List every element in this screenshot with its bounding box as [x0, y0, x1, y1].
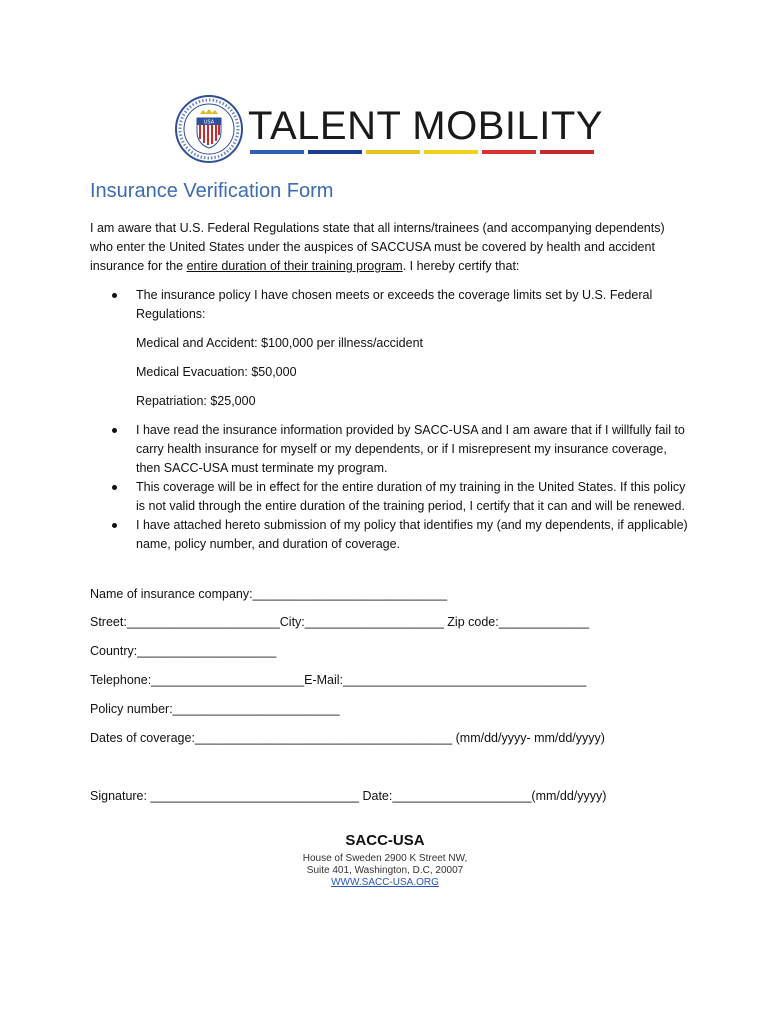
brand-bar-segment — [482, 150, 536, 154]
bullet-text: I have attached hereto submission of my policy that identifies my (and my dependents, if applicable) name, policy number, and duration of coverage. — [136, 518, 688, 551]
bullet-icon — [112, 293, 117, 298]
insurance-company-field[interactable]: Name of insurance company:____________________________ — [90, 587, 448, 601]
list-item — [90, 478, 690, 516]
list-item — [90, 516, 690, 554]
country-field[interactable]: Country:____________________ — [90, 644, 277, 658]
footer-website-row — [0, 877, 770, 889]
intro-text-end: . I hereby certify that: — [402, 259, 520, 273]
brand-title: TALENT MOBILITY — [248, 104, 603, 148]
brand-bar-segment — [540, 150, 594, 154]
bullet-icon — [112, 428, 117, 433]
coverage-limit-evacuation: Medical Evacuation: $50,000 — [136, 365, 297, 379]
sacc-seal-logo — [174, 94, 244, 164]
website-link[interactable]: WWW.SACC-USA.ORG — [331, 877, 439, 888]
footer-org-name: SACC-USA — [345, 832, 425, 849]
bullet-icon — [112, 485, 117, 490]
brand-color-bar — [250, 150, 594, 154]
seal-text: USA — [203, 119, 215, 126]
policy-number-field[interactable]: Policy number:________________________ — [90, 702, 340, 716]
signature-date-row[interactable]: Signature: ______________________________ Date:____________________(mm/dd/yyyy) — [90, 789, 607, 803]
intro-text: I am aware that U.S. Federal Regulations state that all interns/trainees (and accompanying dependents) who enter the United States under the auspices of SACCUSA must be covered by health and accident insurance for the — [90, 221, 665, 273]
list-item — [90, 421, 690, 478]
bullet-text: The insurance policy I have chosen meets or exceeds the coverage limits set by U.S. Federal Regulations: — [136, 288, 653, 321]
address-field-row[interactable]: Street:______________________City:____________________ Zip code:_____________ — [90, 615, 590, 629]
coverage-limit-repatriation: Repatriation: $25,000 — [136, 394, 256, 408]
footer-address-line1: House of Sweden 2900 K Street NW, — [302, 853, 468, 864]
bullet-icon — [112, 523, 117, 528]
brand-bar-segment — [366, 150, 420, 154]
list-item — [90, 286, 690, 411]
bullet-text: I have read the insurance information provided by SACC-USA and I am aware that if I willfully fail to carry health insurance for myself or my dependents, or if I misrepresent my insurance coverage, then SACC-USA must terminate my program. — [136, 423, 685, 475]
coverage-limit-medical: Medical and Accident: $100,000 per illness/accident — [136, 336, 423, 350]
bullet-text: This coverage will be in effect for the entire duration of my training in the United States. If this policy is not valid through the entire duration of the training period, I certify that it can and will be renewed. — [136, 480, 686, 513]
brand-bar-segment — [424, 150, 478, 154]
intro-paragraph — [90, 219, 690, 276]
form-title: Insurance Verification Form — [90, 180, 334, 202]
brand-bar-segment — [308, 150, 362, 154]
certification-list — [90, 286, 690, 554]
footer-address-line2: Suite 401, Washington, D.C, 20007 — [306, 865, 464, 876]
intro-underlined-text: entire duration of their training program — [186, 259, 403, 273]
contact-field-row[interactable]: Telephone:______________________E-Mail:___________________________________ — [90, 673, 587, 687]
brand-bar-segment — [250, 150, 304, 154]
dates-of-coverage-field[interactable]: Dates of coverage:_____________________________________ (mm/dd/yyyy- mm/dd/yyyy) — [90, 731, 605, 745]
